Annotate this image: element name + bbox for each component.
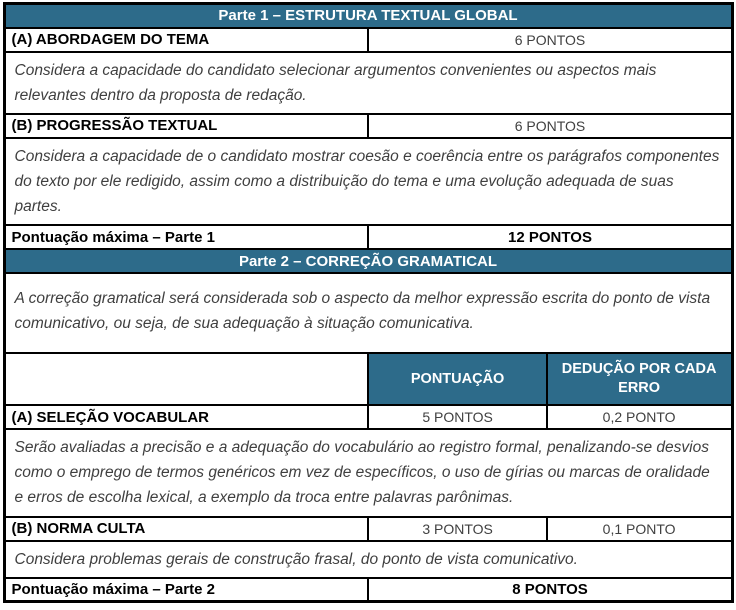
part2-deduction-column-header: DEDUÇÃO POR CADA ERRO [547, 353, 732, 405]
part2-criterion-a-label: (A) SELEÇÃO VOCABULAR [4, 405, 368, 429]
part1-criterion-b-description: Considera a capacidade de o candidato mostrar coesão e coerência entre os parágrafos componentes do texto por ele redigido, assim como a distribuição do tema e uma evolução adequada de suas partes. [4, 138, 732, 225]
part1-criterion-a-label: (A) ABORDAGEM DO TEMA [4, 28, 368, 52]
part1-criterion-b-row [4, 114, 732, 138]
part2-points-column-header: PONTUAÇÃO [368, 353, 546, 405]
part1-criterion-a-points: 6 PONTOS [368, 28, 732, 52]
part1-header-row [4, 4, 732, 28]
part2-intro-row [4, 273, 732, 353]
part1-section-header: Parte 1 – ESTRUTURA TEXTUAL GLOBAL [4, 4, 732, 28]
part2-section-header: Parte 2 – CORREÇÃO GRAMATICAL [4, 249, 732, 273]
part2-total-label: Pontuação máxima – Parte 2 [4, 578, 368, 602]
part2-total-row [4, 578, 732, 602]
part2-intro-description: A correção gramatical será considerada sob o aspecto da melhor expressão escrita do ponto de vista comunicativo, ou seja, de sua adequação à situação comunicativa. [4, 273, 732, 353]
part2-criterion-b-row [4, 517, 732, 541]
part2-criterion-a-points: 5 PONTOS [368, 405, 546, 429]
part1-criterion-b-points: 6 PONTOS [368, 114, 732, 138]
part2-criterion-b-points: 3 PONTOS [368, 517, 546, 541]
part1-criterion-b-description-row [4, 138, 732, 225]
part1-criterion-a-description-row [4, 52, 732, 114]
part2-criterion-b-description-row [4, 541, 732, 578]
part2-criterion-b-deduction: 0,1 PONTO [547, 517, 732, 541]
part1-criterion-a-description: Considera a capacidade do candidato selecionar argumentos convenientes ou aspectos mais relevantes dentro da proposta de redação. [4, 52, 732, 114]
part2-empty-corner-cell [4, 353, 368, 405]
part2-criterion-a-deduction: 0,2 PONTO [547, 405, 732, 429]
scoring-criteria-table [3, 2, 734, 603]
part1-criterion-b-label: (B) PROGRESSÃO TEXTUAL [4, 114, 368, 138]
part2-criterion-a-description: Serão avaliadas a precisão e a adequação do vocabulário ao registro formal, penalizando-se desvios como o emprego de termos genéricos em vez de específicos, o uso de gírias ou marcas de oralidade e erros de escolha lexical, a exemplo da troca entre palavras parônimas. [4, 429, 732, 516]
part2-header-row [4, 249, 732, 273]
part1-total-points: 12 PONTOS [368, 225, 732, 249]
part2-criterion-b-description: Considera problemas gerais de construção frasal, do ponto de vista comunicativo. [4, 541, 732, 578]
part2-criterion-a-row [4, 405, 732, 429]
part2-criterion-a-description-row [4, 429, 732, 516]
part2-column-header-row [4, 353, 732, 405]
part1-total-row [4, 225, 732, 249]
part2-criterion-b-label: (B) NORMA CULTA [4, 517, 368, 541]
part1-total-label: Pontuação máxima – Parte 1 [4, 225, 368, 249]
part1-criterion-a-row [4, 28, 732, 52]
part2-total-points: 8 PONTOS [368, 578, 732, 602]
